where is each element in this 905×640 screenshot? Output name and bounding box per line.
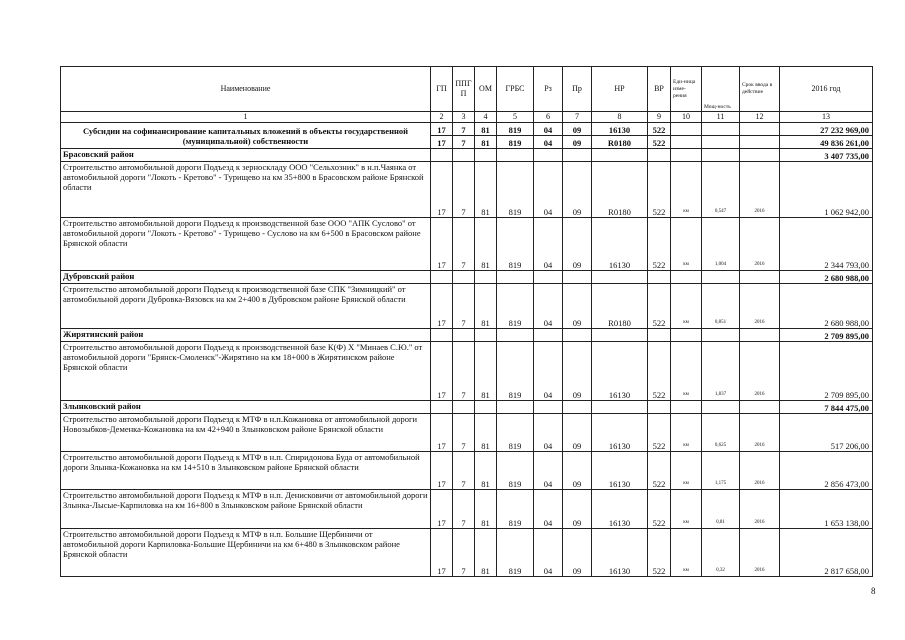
header-row [61,67,873,112]
district-total: 7 844 475,00 [780,401,873,414]
project-name: Строительство автомобильной дороги Подъезд к МТФ в н.п. Денисковичи от автомобильной дороги Злынка-Лысые-Карпиловка на км 16+800 в Злынковском районе Брянской области [61,490,431,529]
code-ppgp: 7 [453,414,475,452]
amount-cell: 1 062 942,00 [780,162,873,218]
term-cell: 2016 [740,162,780,218]
code-nr: R0180 [592,136,648,149]
empty-cell [497,401,534,414]
code-vr: 522 [648,218,671,271]
subsidy-name: Субсидии на софинансирование капитальных вложений в объекты государственной (муниципальной) собственности [61,123,431,149]
header-om: ОМ [475,67,497,112]
power-cell: 1,175 [702,452,740,490]
term-cell: 2016 [740,218,780,271]
empty-cell [563,401,592,414]
code-nr: 16130 [592,490,648,529]
code-grbs: 819 [497,162,534,218]
term-cell: 2016 [740,414,780,452]
empty-cell [563,271,592,284]
header-pr: Пр [563,67,592,112]
column-number: 13 [780,112,873,123]
column-number: 7 [563,112,592,123]
project-row [61,529,873,577]
district-total: 2 680 988,00 [780,271,873,284]
code-vr: 522 [648,284,671,329]
empty-cell [648,329,671,342]
power-cell: 0,625 [702,414,740,452]
header-power: Мощ-ность [702,67,740,112]
code-rz: 04 [534,162,563,218]
unit-cell: км [671,162,702,218]
code-gp: 17 [431,342,453,401]
amount-cell: 2 856 473,00 [780,452,873,490]
code-nr: R0180 [592,284,648,329]
term-cell: 2016 [740,529,780,577]
project-name: Строительство автомобильной дороги Подъезд к МТФ в н.п. Спиридонова Буда от автомобильной дороги Злынка-Кожановка на км 14+510 в Злынковском районе Брянской области [61,452,431,490]
unit-cell: км [671,218,702,271]
code-ppgp: 7 [453,452,475,490]
empty-cell [740,271,780,284]
empty-cell [740,401,780,414]
empty-cell [671,329,702,342]
code-gp: 17 [431,218,453,271]
empty-cell [648,149,671,162]
code-grbs: 819 [497,490,534,529]
amount-cell: 2 817 658,00 [780,529,873,577]
term-cell [740,123,780,136]
unit-cell: км [671,452,702,490]
term-cell: 2016 [740,342,780,401]
district-name: Дубровский район [61,271,431,284]
empty-cell [534,149,563,162]
code-nr: R0180 [592,162,648,218]
empty-cell [592,401,648,414]
code-ppgp: 7 [453,342,475,401]
project-row [61,162,873,218]
column-number: 8 [592,112,648,123]
header-gp: ГП [431,67,453,112]
district-total: 3 407 735,00 [780,149,873,162]
code-grbs: 819 [497,123,534,136]
code-vr: 522 [648,529,671,577]
code-om: 81 [475,414,497,452]
code-pr: 09 [563,123,592,136]
code-nr: 16130 [592,123,648,136]
header-ppgp: ППГП [453,67,475,112]
term-cell: 2016 [740,284,780,329]
code-om: 81 [475,218,497,271]
code-pr: 09 [563,529,592,577]
column-number: 4 [475,112,497,123]
code-gp: 17 [431,529,453,577]
code-vr: 522 [648,136,671,149]
code-gp: 17 [431,123,453,136]
code-rz: 04 [534,218,563,271]
column-number: 9 [648,112,671,123]
code-om: 81 [475,342,497,401]
power-cell: 0,81 [702,490,740,529]
code-ppgp: 7 [453,529,475,577]
code-nr: 16130 [592,414,648,452]
project-row [61,218,873,271]
amount-cell: 517 206,00 [780,414,873,452]
budget-table [60,66,873,577]
empty-cell [497,149,534,162]
district-row [61,329,873,342]
amount-cell: 2 680 988,00 [780,284,873,329]
header-vr: ВР [648,67,671,112]
empty-cell [592,271,648,284]
project-name: Строительство автомобильной дороги Подъезд к производственной базе СПК "Зимницкий" от автомобильной дороги Дубровка-Вязовск на км 2+400 в Дубровском районе Брянской области [61,284,431,329]
code-rz: 04 [534,414,563,452]
header-year: 2016 год [780,67,873,112]
empty-cell [740,329,780,342]
unit-cell: км [671,414,702,452]
empty-cell [475,271,497,284]
code-nr: 16130 [592,218,648,271]
term-cell: 2016 [740,452,780,490]
empty-cell [534,401,563,414]
empty-cell [563,149,592,162]
empty-cell [648,401,671,414]
district-name: Злынковский район [61,401,431,414]
empty-cell [671,149,702,162]
code-grbs: 819 [497,414,534,452]
code-pr: 09 [563,452,592,490]
code-vr: 522 [648,490,671,529]
empty-cell [453,149,475,162]
power-cell: 0,851 [702,284,740,329]
code-gp: 17 [431,284,453,329]
header-unit: Еди-ница изме-рения [671,67,702,112]
project-row [61,342,873,401]
amount-cell: 2 344 793,00 [780,218,873,271]
code-rz: 04 [534,342,563,401]
code-nr: 16130 [592,529,648,577]
district-name: Жирятинский район [61,329,431,342]
empty-cell [453,401,475,414]
district-total: 2 709 895,00 [780,329,873,342]
empty-cell [671,271,702,284]
empty-cell [563,329,592,342]
code-gp: 17 [431,490,453,529]
code-pr: 09 [563,490,592,529]
code-vr: 522 [648,162,671,218]
code-rz: 04 [534,490,563,529]
page-number: 8 [871,586,876,596]
empty-cell [740,149,780,162]
code-om: 81 [475,162,497,218]
amount-cell: 49 836 261,00 [780,136,873,149]
code-grbs: 819 [497,529,534,577]
term-cell: 2016 [740,490,780,529]
empty-cell [497,329,534,342]
district-row [61,401,873,414]
column-number-row [61,112,873,123]
amount-cell: 27 232 969,00 [780,123,873,136]
unit-cell [671,123,702,136]
header-rz: Рз [534,67,563,112]
column-number: 2 [431,112,453,123]
empty-cell [431,271,453,284]
code-vr: 522 [648,452,671,490]
amount-cell: 2 709 895,00 [780,342,873,401]
code-rz: 04 [534,123,563,136]
empty-cell [592,149,648,162]
code-rz: 04 [534,452,563,490]
empty-cell [702,149,740,162]
empty-cell [534,271,563,284]
code-pr: 09 [563,342,592,401]
code-gp: 17 [431,162,453,218]
empty-cell [671,401,702,414]
code-ppgp: 7 [453,218,475,271]
project-row [61,490,873,529]
project-name: Строительство автомобильной дороги Подъезд к МТФ в н.п.Кожановка от автомобильной дороги Новозыбков-Деменка-Кожановка на км 42+940 в Злынковском районе Брянской области [61,414,431,452]
empty-cell [534,329,563,342]
code-ppgp: 7 [453,162,475,218]
code-om: 81 [475,123,497,136]
empty-cell [475,149,497,162]
column-number: 3 [453,112,475,123]
column-number: 11 [702,112,740,123]
code-rz: 04 [534,136,563,149]
power-cell: 1,837 [702,342,740,401]
power-cell: 0,32 [702,529,740,577]
project-name: Строительство автомобильной дороги Подъезд к производственной базе К(Ф) Х "Минаев С.Ю." от автомобильной дороги "Брянск-Смоленск"-Жирятино на км 18+000 в Жирятинском районе Брянской области [61,342,431,401]
code-grbs: 819 [497,452,534,490]
unit-cell: км [671,529,702,577]
district-name: Брасовский район [61,149,431,162]
code-ppgp: 7 [453,123,475,136]
code-gp: 17 [431,136,453,149]
header-grbs: ГРБС [497,67,534,112]
column-number: 10 [671,112,702,123]
empty-cell [431,329,453,342]
district-row [61,149,873,162]
empty-cell [453,271,475,284]
power-cell: 1,004 [702,218,740,271]
project-name: Строительство автомобильной дороги Подъезд к зерноскладу ООО "Сельхозник" в н.п.Чаянка от автомобильной дороги "Локоть - Кретово" - Турищево на км 35+800 в Брасовском районе Брянской области [61,162,431,218]
empty-cell [431,149,453,162]
project-row [61,284,873,329]
header-term: Срок ввода в действие [740,67,780,112]
code-vr: 522 [648,342,671,401]
code-om: 81 [475,490,497,529]
code-om: 81 [475,136,497,149]
code-grbs: 819 [497,218,534,271]
column-number: 1 [61,112,431,123]
code-nr: 16130 [592,342,648,401]
project-row [61,452,873,490]
code-pr: 09 [563,136,592,149]
code-om: 81 [475,529,497,577]
column-number: 12 [740,112,780,123]
code-ppgp: 7 [453,490,475,529]
code-ppgp: 7 [453,136,475,149]
empty-cell [702,329,740,342]
project-name: Строительство автомобильной дороги Подъезд к МТФ в н.п. Большие Щербиничи от автомобильной дороги Карпиловка-Большие Щербиничи на км 6+480 в Злынковском районе Брянской области [61,529,431,577]
code-grbs: 819 [497,342,534,401]
code-gp: 17 [431,452,453,490]
code-grbs: 819 [497,136,534,149]
term-cell [740,136,780,149]
code-vr: 522 [648,414,671,452]
column-number: 6 [534,112,563,123]
empty-cell [497,271,534,284]
empty-cell [431,401,453,414]
code-pr: 09 [563,414,592,452]
project-row [61,414,873,452]
code-om: 81 [475,284,497,329]
empty-cell [702,401,740,414]
power-cell [702,123,740,136]
column-number: 5 [497,112,534,123]
unit-cell: км [671,284,702,329]
power-cell [702,136,740,149]
code-nr: 16130 [592,452,648,490]
empty-cell [475,401,497,414]
code-gp: 17 [431,414,453,452]
code-ppgp: 7 [453,284,475,329]
unit-cell [671,136,702,149]
unit-cell: км [671,342,702,401]
code-pr: 09 [563,218,592,271]
power-cell: 0,547 [702,162,740,218]
unit-cell: км [671,490,702,529]
code-grbs: 819 [497,284,534,329]
code-vr: 522 [648,123,671,136]
empty-cell [648,271,671,284]
empty-cell [453,329,475,342]
code-pr: 09 [563,284,592,329]
district-row [61,271,873,284]
header-nr: НР [592,67,648,112]
empty-cell [592,329,648,342]
header-name: Наименование [61,67,431,112]
amount-cell: 1 653 138,00 [780,490,873,529]
empty-cell [702,271,740,284]
code-pr: 09 [563,162,592,218]
code-rz: 04 [534,529,563,577]
subsidy-row [61,123,873,136]
empty-cell [475,329,497,342]
code-rz: 04 [534,284,563,329]
project-name: Строительство автомобильной дороги Подъезд к производственной базе ООО "АПК Суслово" от автомобильной дороги "Локоть - Кретово" - Турищево - Суслово на км 6+500 в Брасовском районе Брянской области [61,218,431,271]
code-om: 81 [475,452,497,490]
